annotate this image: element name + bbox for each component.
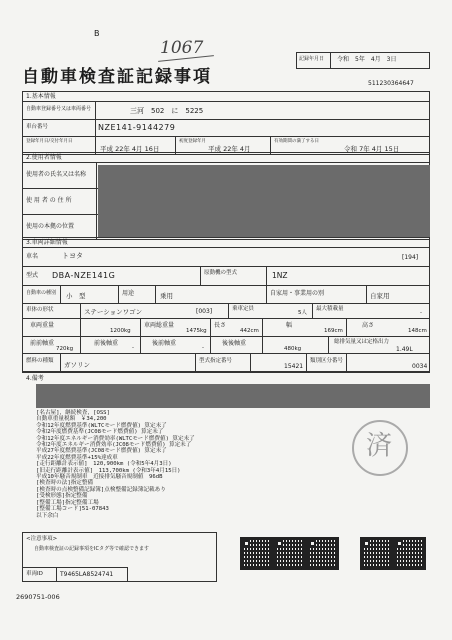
designation-value: 15421 <box>284 363 304 370</box>
vehicle-weight-value: 1200kg <box>110 328 131 334</box>
remark-line: [走行距離計表示値] 120,900km (令和5年4月3日) <box>36 461 172 468</box>
expiry-label: 有効期間の満了する日 <box>274 139 319 144</box>
vehicle-weight-label: 車両重量 <box>30 322 55 329</box>
notes-label: <注意事項> <box>26 536 58 542</box>
qr-code-5 <box>393 537 426 570</box>
remark-line: 令和12年度燃費基準(WLTCモード燃費値) 算定未了 <box>36 422 167 429</box>
body-shape-code: [003] <box>196 308 213 315</box>
length-value: 442cm <box>240 328 259 334</box>
remark-line: 平成10年騒音規制車 近接排気騒音規制値 96dB <box>36 474 163 481</box>
displacement-label: 総排気量又は定格出力 <box>334 339 390 345</box>
height-label: 高さ <box>362 322 375 329</box>
model-label: 型式 <box>26 272 39 279</box>
maker-code: [194] <box>402 254 419 261</box>
fuel-value: ガソリン <box>64 361 90 369</box>
first-reg-label: 登録年月日/交付年月日 <box>26 139 73 144</box>
vin-label: 車台番号 <box>26 124 49 130</box>
vehicle-detail-section <box>22 237 430 372</box>
class-value: 0034 <box>412 363 428 370</box>
remark-line: 令和12年度エネルギー消費効率(WLTCモード燃費値) 算定未了 <box>36 435 195 442</box>
b-mark: B <box>94 29 100 38</box>
vehicle-id-value: T9465LA8524741 <box>60 571 114 578</box>
rf-axle-label: 後前軸重 <box>152 340 177 347</box>
qr-code-2 <box>273 537 306 570</box>
height-value: 148cm <box>408 328 427 334</box>
qr-code-3 <box>306 537 339 570</box>
capacity-value: 5人 <box>298 310 307 316</box>
vin-value: NZE141-9144279 <box>98 123 176 132</box>
body-shape-value: ステーションワゴン <box>84 308 143 316</box>
fr-axle-label: 前後軸重 <box>94 340 119 347</box>
body-shape-label: 車体の形状 <box>26 307 54 313</box>
displacement-value: 1.49L <box>396 346 413 353</box>
designation-label: 型式指定番号 <box>199 358 233 364</box>
rf-axle-value: - <box>202 345 204 351</box>
base-location-label: 使用の本拠の位置 <box>26 223 75 230</box>
expiry-value: 令和 7年 4月 15日 <box>344 145 400 153</box>
reg-number-value: 三河 502 に 5225 <box>130 107 204 115</box>
remark-line: 平成22年度燃費基準+15%達成車 <box>36 454 118 461</box>
private-business-label: 自家用・事業用の別 <box>270 290 325 297</box>
width-value: 169cm <box>324 328 343 334</box>
vehicle-type-value: 小 型 <box>66 292 86 300</box>
qr-code-4 <box>360 537 393 570</box>
engine-label: 原動機の型式 <box>204 270 238 276</box>
width-label: 幅 <box>286 322 293 329</box>
first-reg-value2: 平成 22年 4月 <box>208 145 251 153</box>
rr-axle-value: 480kg <box>284 346 302 352</box>
section-1-heading: 1.基本情報 <box>26 93 56 100</box>
section-2-heading: 2.使用者情報 <box>26 154 62 161</box>
vehicle-id-label: 車両ID <box>26 571 43 577</box>
section-3-heading: 3.車両詳細情報 <box>26 239 68 246</box>
gross-weight-value: 1475kg <box>186 328 207 334</box>
remark-line: [旧走行距離計表示値] 113,700km (令和3年4月15日) <box>36 467 181 474</box>
record-date-value: 令和 5年 4月 3日 <box>337 56 397 63</box>
ff-axle-label: 前前軸重 <box>30 340 55 347</box>
engine-value: 1NZ <box>272 271 288 280</box>
ff-axle-value: 720kg <box>56 346 74 352</box>
first-reg-label2: 初度登録年月 <box>179 139 206 144</box>
user-name-label: 使用者の氏名又は名称 <box>26 171 87 178</box>
vehicle-type-label: 自動車の種別 <box>26 290 57 296</box>
length-label: 長さ <box>214 322 227 329</box>
max-load-value: - <box>420 310 422 316</box>
rr-axle-label: 後後軸重 <box>222 340 247 347</box>
redacted-remarks <box>36 384 430 408</box>
class-label: 類別区分番号 <box>310 358 344 364</box>
redacted-user-info <box>98 165 430 238</box>
capacity-label: 乗車定員 <box>232 306 255 312</box>
qr-code-1 <box>240 537 273 570</box>
use-label: 用途 <box>122 290 135 297</box>
maker-value: トヨタ <box>62 252 83 260</box>
private-business-value: 自家用 <box>370 292 390 300</box>
remark-line: 令和2年度エネルギー消費効率(JC08モード燃費値) 算定未了 <box>36 442 192 449</box>
notes-text: 自動車検査証の記録事項をICタグ等で確認できます <box>34 546 149 552</box>
remark-line: [整備工場]指定整備工場 <box>36 499 99 506</box>
max-load-label: 最大積載量 <box>316 306 344 312</box>
model-value: DBA-NZE141G <box>52 271 116 280</box>
remark-line: [検査時の点検整備記録簿]点検整備記録簿記載あり <box>36 486 166 493</box>
handwritten-number: 1067 <box>160 38 204 58</box>
remark-line: [検査時の法]指定整備 <box>36 480 94 487</box>
user-address-label: 使 用 者 の 住 所 <box>26 197 72 204</box>
remark-line: 平成27年度燃費基準(JC08モード燃費値) 算定未了 <box>36 448 167 455</box>
remark-line: 令和2年度燃費基準(JC08モード燃費値) 算定未了 <box>36 429 164 436</box>
form-code: 2690751-006 <box>16 593 60 601</box>
fuel-label: 燃料の種類 <box>26 358 54 364</box>
reg-number-label: 自動車登録番号又は車両番号 <box>26 106 92 112</box>
remark-line: [受検形態]指定整備 <box>36 493 88 500</box>
document-title: 自動車検査証記録事項 <box>22 67 212 87</box>
remark-line: [名古屋]，継続検査，[OSS] <box>36 410 110 416</box>
remark-line: 以下余白 <box>36 512 59 519</box>
remarks-list <box>36 410 195 519</box>
document-id: 511230364647 <box>368 80 414 87</box>
record-date-label: 記録年月日 <box>299 56 325 62</box>
gross-weight-label: 車両総重量 <box>144 322 175 329</box>
remark-line: 自動車重量税額 ￥34,200 <box>36 416 107 423</box>
first-reg-value: 平成 22年 4月 16日 <box>100 145 160 153</box>
maker-label: 車名 <box>26 253 39 260</box>
fr-axle-value: - <box>132 345 134 351</box>
section-4-heading: 4.備考 <box>26 375 44 382</box>
use-value: 乗用 <box>160 292 173 300</box>
inspection-stamp-text: 済 <box>366 431 393 461</box>
remark-line: [整備工場コード]51-07843 <box>36 506 109 513</box>
